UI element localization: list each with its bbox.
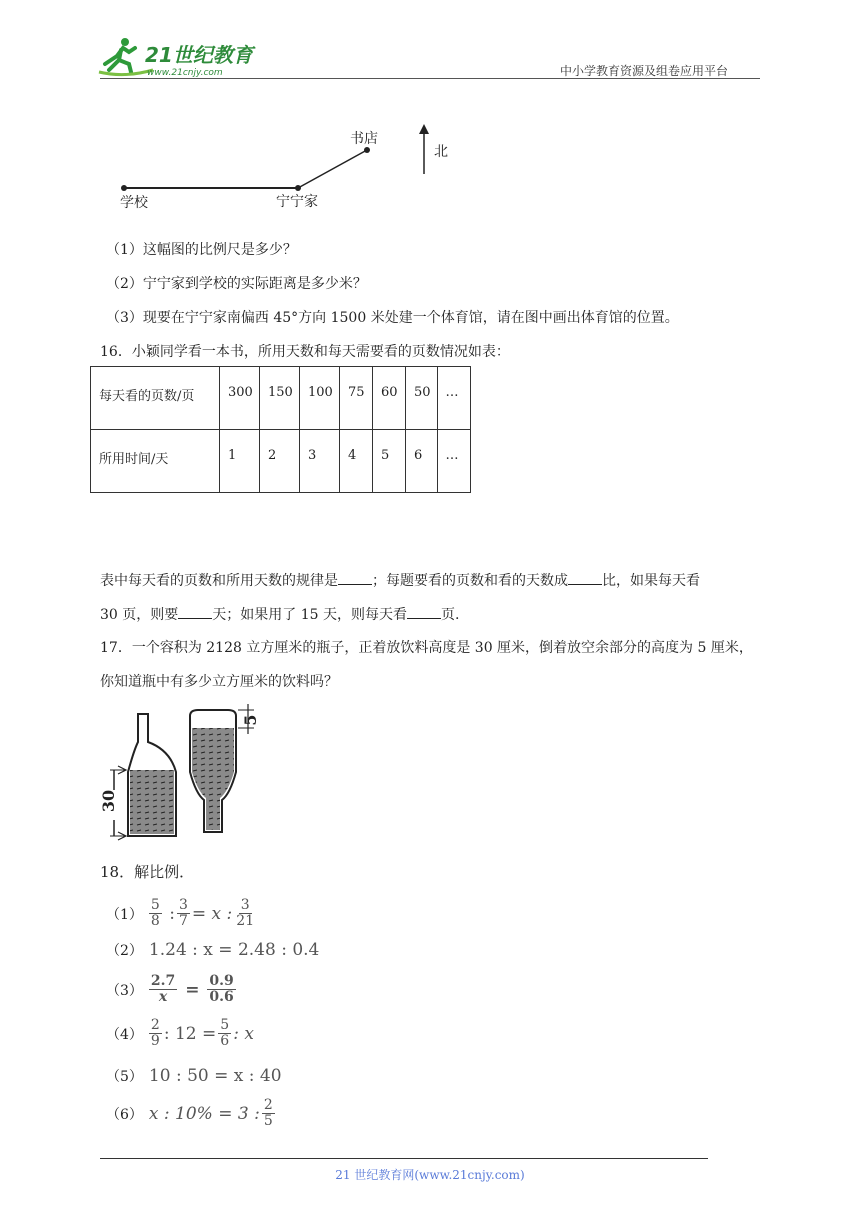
upright-bottle-icon xyxy=(128,714,176,836)
q15-sub1: （1）这幅图的比例尺是多少？ xyxy=(106,242,297,258)
answer-blank[interactable] xyxy=(178,604,212,619)
home-label: 宁宁家 xyxy=(276,194,318,210)
equation-4: （4） $\frac{2}{9}$ : 12 = $\frac{5}{6}$ : x xyxy=(106,1017,254,1049)
table-cell: 5 xyxy=(381,448,390,463)
table-row xyxy=(91,367,471,430)
table-cell: … xyxy=(445,385,459,400)
svg-text:www.21cnjy.com: www.21cnjy.com xyxy=(147,68,223,78)
equation-2: （2） 1.24 : x = 2.48 : 0.4 xyxy=(106,940,320,960)
q16-stem: 16．小颖同学看一本书，所用天数和每天需要看的页数情况如表： xyxy=(100,344,510,360)
height-5-label: 5 xyxy=(241,714,260,726)
map-diagram xyxy=(100,118,480,218)
table-cell: 150 xyxy=(268,385,293,400)
footer-divider xyxy=(100,1158,708,1159)
fraction: $\frac{3}{7}$ xyxy=(178,897,188,929)
fraction: $\frac{5}{8}$ xyxy=(150,897,160,929)
equation-3: （3） $\frac{2.7}{x}$ = $\frac{0.9}{0.6}$ xyxy=(106,973,234,1005)
answer-blank[interactable] xyxy=(338,570,372,585)
home-bookstore-line xyxy=(298,150,367,188)
table-row xyxy=(91,430,471,493)
bookstore-point xyxy=(364,147,370,153)
north-label: 北 xyxy=(434,144,448,160)
equation-6: （6） x : 10% = 3 : $\frac{2}{5}$ xyxy=(106,1097,273,1129)
table-cell: 50 xyxy=(414,385,431,400)
equation-5: （5） 10 : 50 = x : 40 xyxy=(106,1066,282,1086)
table-cell: 1 xyxy=(228,448,237,463)
table-cell: 60 xyxy=(381,385,398,400)
table-cell: 100 xyxy=(308,385,333,400)
home-point xyxy=(295,185,301,191)
table-cell: 2 xyxy=(268,448,277,463)
q16-fill-line1: 表中每天看的页数和所用天数的规律是 ；每题要看的页数和看的天数成 比，如果每天看 xyxy=(100,570,700,591)
equation-1: （1） $\frac{5}{8}$ : $\frac{3}{7}$ = x : $\frac{3}{21}$ xyxy=(106,897,255,929)
fraction: $\frac{2.7}{x}$ xyxy=(150,973,176,1005)
q15-sub2: （2）宁宁家到学校的实际距离是多少米？ xyxy=(106,276,367,292)
fraction: $\frac{5}{6}$ xyxy=(220,1017,230,1049)
bookstore-label: 书店 xyxy=(350,131,378,147)
fraction: $\frac{0.9}{0.6}$ xyxy=(209,973,234,1005)
school-point xyxy=(121,185,127,191)
header-divider xyxy=(100,78,760,79)
header-platform-title: 中小学教育资源及组卷应用平台 xyxy=(560,64,729,78)
table-cell: … xyxy=(445,448,459,463)
answer-blank[interactable] xyxy=(568,570,602,585)
q16-table xyxy=(90,366,471,493)
table-cell: 6 xyxy=(414,448,423,463)
table-cell: 300 xyxy=(228,385,253,400)
q16-fill-line2: 30 页，则要 天；如果用了 15 天，则每天看 页. xyxy=(100,604,459,625)
q15-sub3: （3）现要在宁宁家南偏西 45°方向 1500 米处建一个体育馆，请在图中画出体育馆的位置。 xyxy=(106,310,679,326)
footer-link[interactable]: 21 世纪教育网(www.21cnjy.com) xyxy=(335,1168,525,1182)
table-cell: 3 xyxy=(308,448,317,463)
bottle-diagram xyxy=(99,702,264,844)
q17-line2: 你知道瓶中有多少立方厘米的饮料吗？ xyxy=(100,674,338,690)
table-cell: 4 xyxy=(348,448,357,463)
q18-title: 18．解比例． xyxy=(100,863,195,881)
fraction: $\frac{2}{9}$ xyxy=(150,1017,160,1049)
svg-text:21世纪教育: 21世纪教育 xyxy=(145,43,253,67)
height-30-label: 30 xyxy=(99,789,118,813)
site-logo xyxy=(95,34,265,80)
school-label: 学校 xyxy=(120,195,148,211)
fraction: $\frac{3}{21}$ xyxy=(236,897,255,929)
answer-blank[interactable] xyxy=(407,604,441,619)
q17-line1: 17．一个容积为 2128 立方厘米的瓶子，正着放饮料高度是 30 厘米，倒着放空余部分的高度为 5 厘米， xyxy=(100,640,753,656)
row2-header: 所用时间/天 xyxy=(99,452,169,467)
inverted-bottle-icon xyxy=(190,710,236,832)
row1-header: 每天看的页数/页 xyxy=(99,389,195,404)
table-cell: 75 xyxy=(348,385,365,400)
fraction: $\frac{2}{5}$ xyxy=(263,1097,273,1129)
